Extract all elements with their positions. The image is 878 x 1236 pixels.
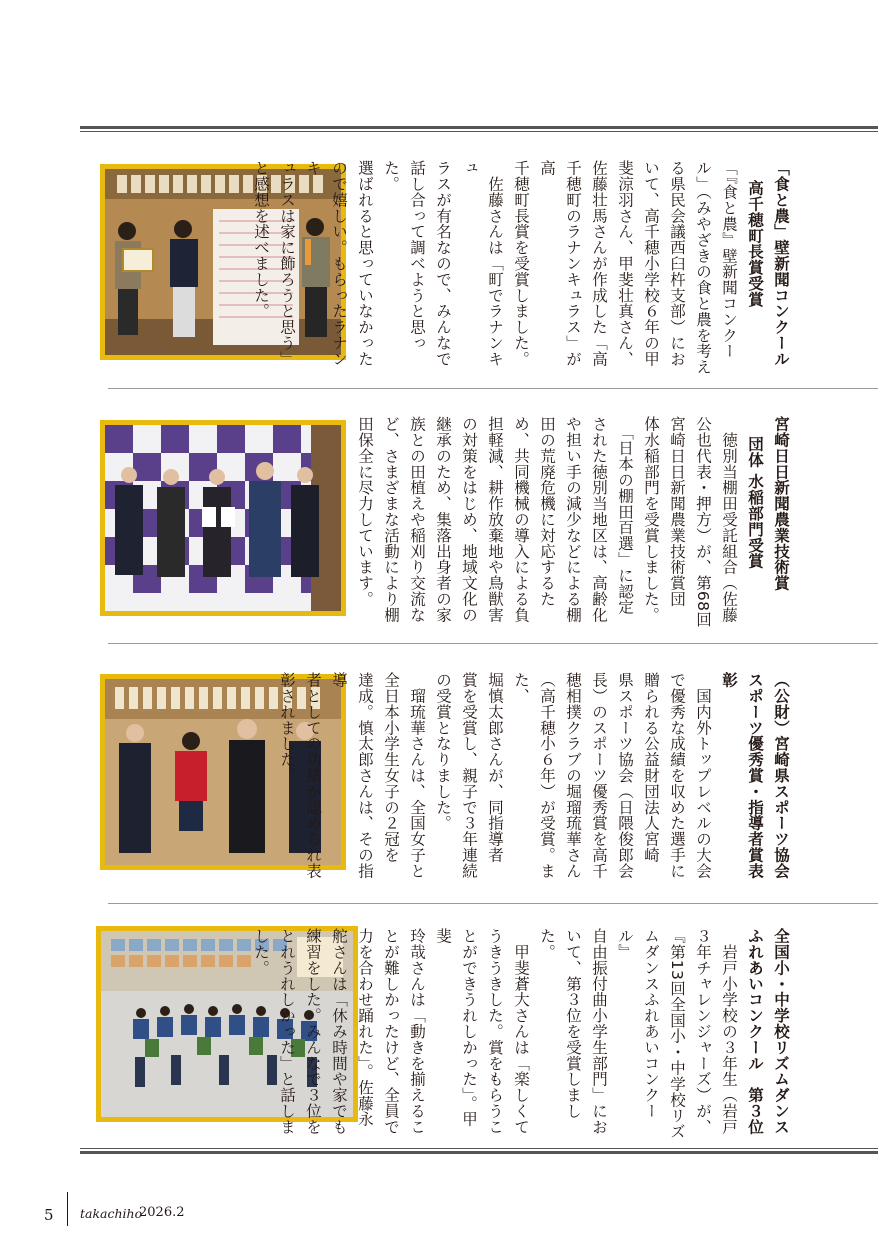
footer-issue-date: 2026.2 [139, 1205, 185, 1220]
section-divider [108, 643, 878, 644]
article-body: 徳別当棚田受託組合（佐藤 公也代表・押方）が、第68回 宮崎日日新聞農業技術賞団 体水稲部門を受賞しました。 「日本の棚田百選」に認定 された徳別当地区は、高齢化 や担い手の減少などによる棚 田の荒廃危機に対応するた め、共同機械の導入による負 担軽減、耕作放棄地や鳥獣害 の対策をはじめ、地域文化の 継承のため、集落出身者の家 族との田植えや稲刈り交流な ど、さまざまな活動により棚 田保全に尽力しています。 [356, 416, 738, 628]
article-body: 岩戸小学校の３年生（岩戸 ３年チャレンジャーズ）が、 『第13回全国小・中学校リズ ムダンスふれあいコンクール』 自由振付曲小学生部門」にお いて、第３位を受賞しました。 甲斐蒼大さんは「楽しくて うきうきした。賞をもらうこ とができうれしかった」。甲斐 玲哉さんは「動きを揃えるこ とが難しかったけど、全員で 力を合わせ踊れた」。佐藤永 舵さんは「休み時間や家でも 練習をした。みんなで３位を とれうれしかった」と話しま した。 [252, 928, 738, 1140]
article-subtitle: ふれあいコンクール 第３位 [746, 928, 764, 1135]
top-rule [80, 126, 878, 132]
article-text-3 [274, 672, 820, 892]
article-subtitle: 団体 水稲部門受賞 [746, 436, 764, 569]
article-body: 「『食と農』壁新聞コンクー ル」（みやざきの食と農を考え る県民会議西臼杵支部）にお いて、高千穂小学校６年の甲 斐涼羽さん、甲斐壮真さん、 佐藤壮馬さんが作成した「高 千穂町のラナンキュラス」が高 千穂町長賞を受賞しました。 佐藤さんは「町でラナンキュ ラスが有名なので、みんなで 話し合って調べようと思った。 選ばれると思っていなかった ので嬉しい。もらったラナンキ ュラスは家に飾ろうと思う」 と感想を述べました。 [252, 160, 738, 375]
article-text-1 [248, 160, 820, 380]
section-divider [108, 903, 878, 904]
article-title: 「食と農」壁新聞コンクール [772, 160, 790, 367]
footer-separator [67, 1192, 68, 1226]
photo-agri-tech-award [100, 420, 346, 616]
article-sports-association [96, 672, 820, 892]
article-title: 宮崎日日新聞農業技術賞 [772, 416, 790, 591]
article-rhythm-dance [96, 928, 820, 1140]
article-subtitle: 高千穂町長賞受賞 [746, 180, 764, 308]
page-number: 5 [44, 1206, 54, 1224]
section-divider [108, 388, 878, 389]
article-wall-newspaper [96, 160, 820, 380]
article-title: 全国小・中学校リズムダンス [772, 928, 790, 1135]
article-text-4 [248, 928, 820, 1140]
photo-group-with-certificates [105, 425, 341, 611]
article-subtitle: スポーツ優秀賞・指導者賞表彰 [720, 672, 764, 879]
article-body: 国内外トップレベルの大会 で優秀な成績を収めた選手に 贈られる公益財団法人宮崎 県スポーツ協会（日隈俊郎会 長）のスポーツ優秀賞を高千 穂相撲クラブの堀瑠琉華さん （高千穂小６年）が受賞。また、 堀慎太郎さんが、同指導者 賞を受賞し、親子で３年連続 の受賞となりました。 瑠琉華さんは、全国女子と 全日本小学生女子の２冠を 達成。慎太郎さんは、その指導 者としての功績が認められ表 彰されました。 [278, 672, 712, 879]
bottom-rule [80, 1148, 878, 1154]
article-title: （公財）宮崎県スポーツ協会 [772, 672, 790, 879]
article-agri-tech-award [96, 416, 820, 636]
article-text-2 [352, 416, 820, 636]
footer-brand: takachiho [80, 1206, 143, 1221]
